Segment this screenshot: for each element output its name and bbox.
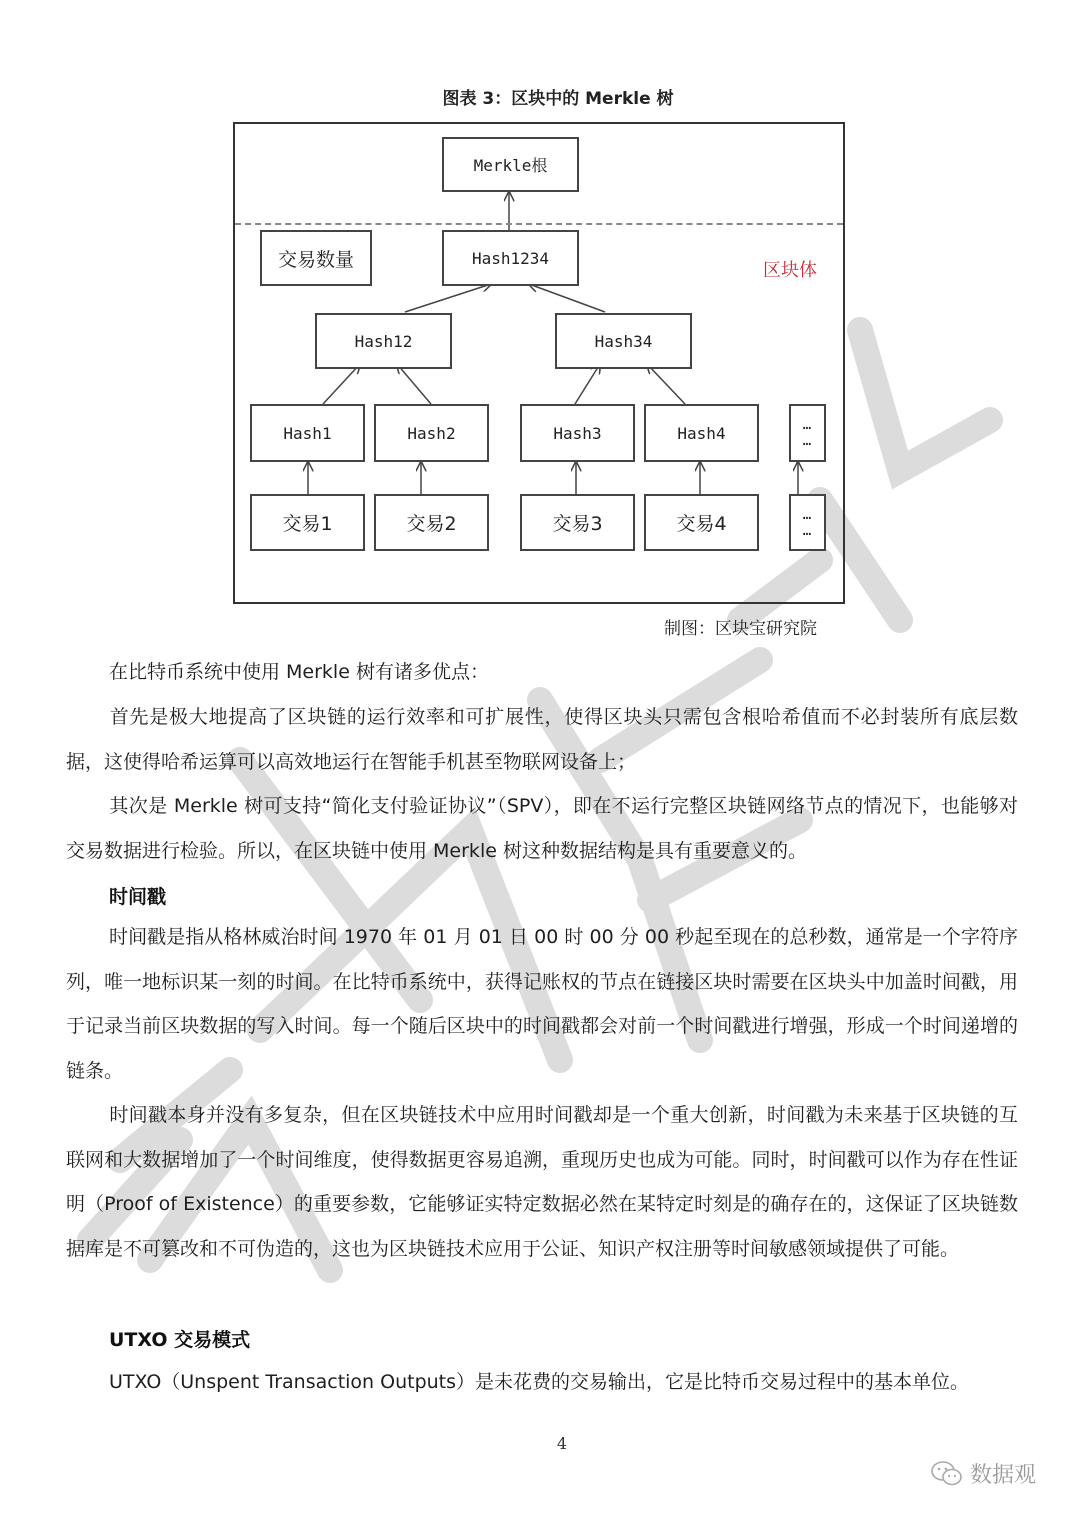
node-transaction-1: 交易1 (250, 494, 365, 551)
heading-timestamp: 时间戳 (109, 886, 167, 908)
node-hash1: Hash1 (250, 404, 365, 462)
arrow-hash2-to-hash12 (397, 364, 431, 404)
paragraph-efficiency (66, 695, 1018, 784)
paragraph-text: 首先是极大地提高了区块链的运行效率和可扩展性，使得区块头只需包含根哈希值而不必封装所有底层数据，这使得哈希运算可以高效地运行在智能手机甚至物联网设备上； (66, 706, 1018, 773)
ellipsis-text: … (802, 433, 813, 449)
arrow-hash4-to-hash34 (647, 364, 685, 404)
node-merkle-root: Merkle根 (442, 137, 579, 192)
arrow-hash3-to-hash34 (575, 364, 600, 404)
arrow-hash12-to-hash1234 (405, 284, 491, 312)
node-hash3: Hash3 (520, 404, 635, 462)
ellipsis-text: … (802, 417, 813, 433)
paragraph-text: 其次是 Merkle 树可支持“简化支付验证协议”（SPV），即在不运行完整区块链网络节点的情况下，也能够对交易数据进行检验。所以，在区块链中使用 Merkle 树这种数据结构是具有重要意义的。 (66, 795, 1018, 862)
ellipsis-text: … (802, 522, 813, 539)
node-hash12: Hash12 (315, 313, 452, 369)
heading-utxo: UTXO 交易模式 (109, 1329, 251, 1351)
node-transaction-count: 交易数量 (260, 230, 372, 286)
node-hash2: Hash2 (374, 404, 489, 462)
node-hash34: Hash34 (555, 313, 692, 369)
ellipsis-text: … (802, 506, 813, 523)
arrow-hash1-to-hash12 (323, 364, 360, 404)
figure-title: 图表 3：区块中的 Merkle 树 (442, 89, 674, 109)
paragraph-spv (66, 784, 1018, 873)
node-hash1234: Hash1234 (442, 230, 579, 286)
figure-credit: 制图：区块宝研究院 (664, 619, 817, 639)
node-more-transactions (789, 494, 826, 551)
block-body-label: 区块体 (763, 260, 817, 281)
wechat-icon (930, 1459, 964, 1489)
brand-name: 数据观 (970, 1463, 1037, 1488)
paragraph-text: 在比特币系统中使用 Merkle 树有诸多优点： (109, 661, 489, 683)
node-hash4: Hash4 (644, 404, 759, 462)
arrow-hash34-to-hash1234 (529, 284, 605, 312)
node-more-hashes (789, 404, 826, 462)
node-transaction-4: 交易4 (644, 494, 759, 551)
paragraph-timestamp-innovation (66, 1093, 1018, 1271)
block-header-divider (235, 223, 843, 225)
page-number: 4 (556, 1434, 568, 1453)
merkle-tree-diagram (233, 122, 845, 604)
paragraph-text: 时间戳本身并没有多复杂，但在区块链技术中应用时间戳却是一个重大创新，时间戳为未来基于区块链的互联网和大数据增加了一个时间维度，使得数据更容易追溯，重现历史也成为可能。同时，时间戳可以作为存在性证明（Proof of Existence）的重要参数，它能够证实特定数据必然在某特定时刻是的确存在的，这保证了区块链数据库是不可篡改和不可伪造的，这也为区块链技术应用于公证、知识产权注册等时间敏感领域提供了可能。 (66, 1104, 1018, 1260)
paragraph-merkle-advantages (66, 650, 1018, 695)
paragraph-text: 时间戳是指从格林威治时间 1970 年 01 月 01 日 00 时 00 分 00 秒起至现在的总秒数，通常是一个字符序列，唯一地标识某一刻的时间。在比特币系统中，获得记账权的节点在链接区块时需要在区块头中加盖时间戳，用于记录当前区块数据的写入时间。每一个随后区块中的时间戳都会对前一个时间戳进行增强，形成一个时间递增的链条。 (66, 926, 1018, 1082)
paragraph-utxo (109, 1360, 1029, 1405)
node-transaction-3: 交易3 (520, 494, 635, 551)
node-transaction-2: 交易2 (374, 494, 489, 551)
brand-badge (930, 1458, 1036, 1489)
paragraph-timestamp-definition (66, 915, 1018, 1093)
paragraph-text: UTXO（Unspent Transaction Outputs）是未花费的交易输出，它是比特币交易过程中的基本单位。 (109, 1371, 970, 1393)
